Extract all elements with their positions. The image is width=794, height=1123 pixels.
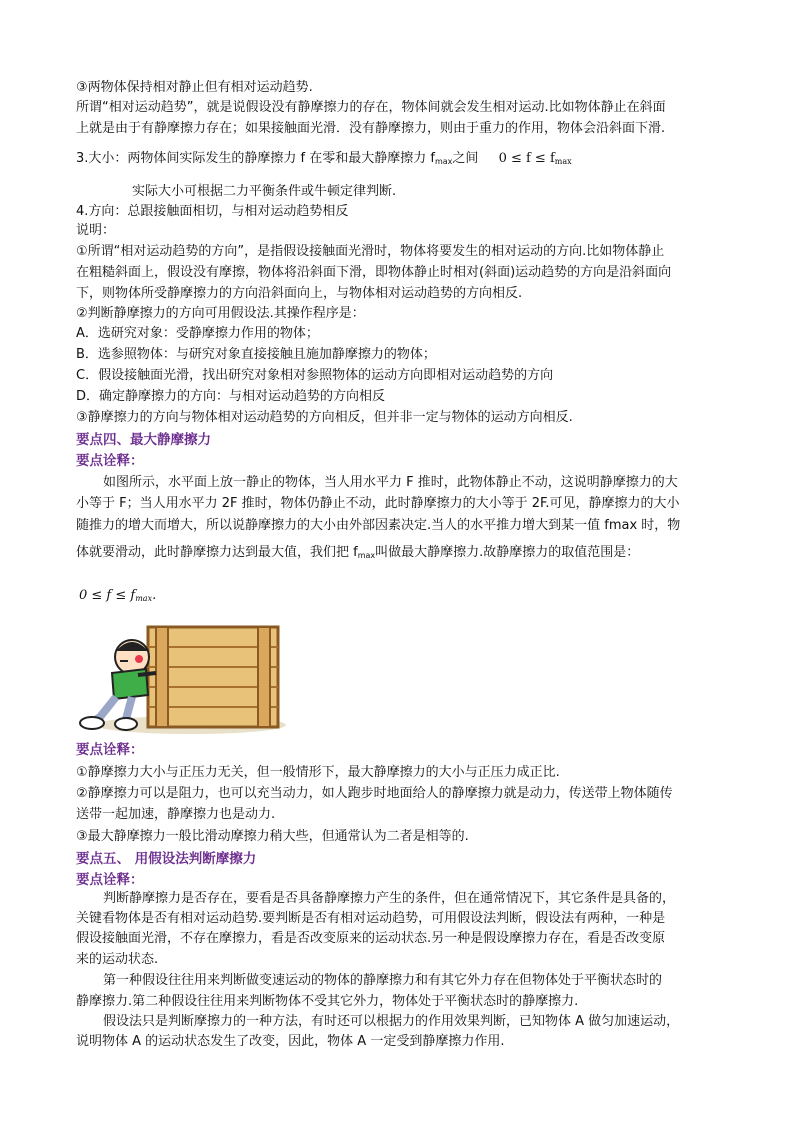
text-line: ③最大静摩擦力一般比滑动摩擦力稍大些，但通常认为二者是相等的. [76, 829, 469, 844]
text-line: 所谓“相对运动趋势”，就是说假设没有静摩擦力的存在，物体间就会发生相对运动.比如物体静止在斜面 [76, 100, 666, 115]
text-line: 第一种假设往往用来判断做变速运动的物体的静摩擦力和有其它外力存在但物体处于平衡状态时的 [103, 973, 663, 988]
text-line: 随推力的增大而增大，所以说静摩擦力的大小由外部因素决定.当人的水平推力增大到某一值 fmax 时，物 [76, 518, 681, 533]
size-text: 3.大小：两物体间实际发生的静摩擦力 f 在零和最大静摩擦力 f [76, 151, 435, 166]
section-heading: 要点四、最大静摩擦力 [76, 432, 211, 448]
text-line: 判断静摩擦力是否存在，要看是否具备静摩擦力产生的条件，但在通常情况下，其它条件是具备的， [103, 891, 676, 906]
fmax-subscript: max [357, 551, 376, 560]
text-line: ①静摩擦力大小与正压力无关，但一般情形下，最大静摩擦力的大小与正压力成正比. [76, 765, 560, 780]
fmax-subscript: max [434, 157, 453, 166]
text-line: 送带一起加速，静摩擦力也是动力. [76, 807, 276, 822]
range-formula: $0 \le f \le f_{max}$. [79, 588, 157, 603]
size-text-tail: 之间 [452, 151, 479, 166]
text-line: 关键看物体是否有相对运动趋势.要判断是否有相对运动趋势，可用假设法判断，假设法有两种，一种是 [76, 911, 666, 926]
text-line: ③两物体保持相对静止但有相对运动趋势. [76, 80, 313, 95]
text-line: 说明物体 A 的运动状态发生了改变，因此，物体 A 一定受到静摩擦力作用. [76, 1034, 505, 1049]
text-line: 说明： [76, 223, 116, 238]
text-line: 在粗糙斜面上，假设没有摩擦，物体将沿斜面下滑，即物体静止时相对(斜面)运动趋势的方向是沿斜面向 [76, 265, 672, 280]
text-line: 来的运动状态. [76, 952, 159, 967]
subsection-heading: 要点诠释： [76, 872, 144, 888]
text-line: 静摩擦力.第二种假设往往用来判断物体不受其它外力，物体处于平衡状态时的静摩擦力. [76, 994, 579, 1009]
text-line: 下，则物体所受静摩擦力的方向沿斜面向上，与物体相对运动趋势的方向相反. [76, 286, 523, 301]
text-line: A．选研究对象：受静摩擦力作用的物体； [76, 326, 319, 341]
inequality: $0 \le f \le f_{max}$ [498, 151, 572, 166]
text-line: D．确定静摩擦力的方向：与相对运动趋势的方向相反 [76, 389, 386, 404]
text-line: 实际大小可根据二力平衡条件或牛顿定律判断. [132, 184, 397, 199]
subsection-heading: 要点诠释： [76, 742, 144, 758]
section-heading: 要点五、 用假设法判断摩擦力 [76, 851, 257, 867]
text-line: ②判断静摩擦力的方向可用假设法.其操作程序是： [76, 306, 365, 321]
text-line: 假设法只是判断摩擦力的一种方法，有时还可以根据力的作用效果判断，已知物体 A 做匀加速运动， [103, 1014, 680, 1029]
text-line: ②静摩擦力可以是阻力，也可以充当动力，如人跑步时地面给人的静摩擦力就是动力，传送带上物体随传 [76, 786, 673, 801]
subsection-heading: 要点诠释： [76, 453, 144, 469]
text-line: 假设接触面光滑，不存在摩擦力，看是否改变原来的运动状态.另一种是假设摩擦力存在，看是否改变原 [76, 931, 666, 946]
text-line: ①所谓“相对运动趋势的方向”，是指假设接触面光滑时，物体将要发生的相对运动的方向.比如物体静止 [76, 244, 665, 259]
text-line: 4.方向：总跟接触面相切，与相对运动趋势相反 [76, 204, 349, 219]
text-line: B．选参照物体：与研究对象直接接触且施加静摩擦力的物体； [76, 347, 436, 362]
text-line: C．假设接触面光滑，找出研究对象相对参照物体的运动方向即相对运动趋势的方向 [76, 368, 554, 383]
text-line: ③静摩擦力的方向与物体相对运动趋势的方向相反，但并非一定与物体的运动方向相反. [76, 410, 573, 425]
text-line: 小等于 F；当人用水平力 2F 推时，物体仍静止不动，此时静摩擦力的大小等于 2F.可见，静摩擦力的大小 [76, 496, 680, 511]
text-line: 如图所示，水平面上放一静止的物体，当人用水平力 F 推时，此物体静止不动，这说明静摩擦力的大 [103, 475, 678, 490]
text-line: 上就是由于有静摩擦力存在；如果接触面光滑．没有静摩擦力，则由于重力的作用，物体会沿斜面下滑. [76, 121, 666, 136]
size-line [76, 151, 572, 170]
text-line: 体就要滑动，此时静摩擦力达到最大值，我们把 $f_{max}$叫做最大静摩擦力.故静摩擦力的取值范围是： [76, 545, 640, 560]
person-pushing-crate-illustration [76, 621, 288, 735]
